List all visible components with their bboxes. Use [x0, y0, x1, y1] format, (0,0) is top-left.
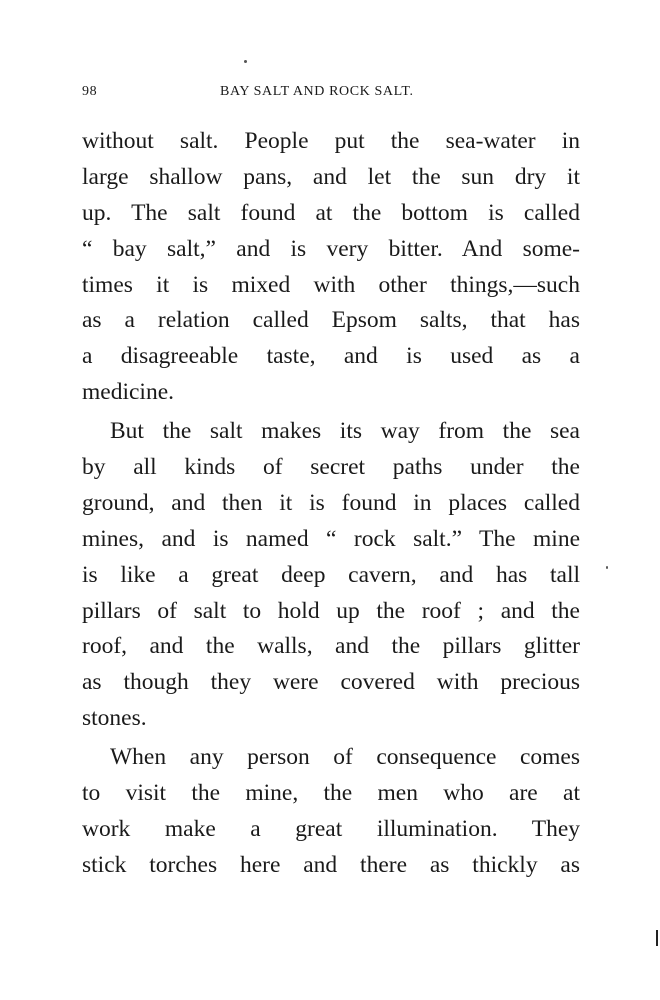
text-line: pillars of salt to hold up the roof ; and the [82, 597, 580, 624]
text-line: “ bay salt,” and is very bitter. And some- [82, 235, 580, 262]
text-line: roof, and the walls, and the pillars glitter [82, 633, 580, 660]
ink-speck [244, 60, 247, 63]
text-line: as though they were covered with precious [82, 669, 580, 696]
text-line: up. The salt found at the bottom is called [82, 199, 580, 226]
text-line: When any person of consequence comes [110, 744, 580, 771]
text-line: as a relation called Epsom salts, that has [82, 307, 580, 334]
text-line: mines, and is named “ rock salt.” The mine [82, 525, 580, 552]
text-line: a disagreeable taste, and is used as a [82, 343, 580, 370]
text-line: large shallow pans, and let the sun dry it [82, 163, 580, 190]
text-line: by all kinds of secret paths under the [82, 454, 580, 481]
running-title: BAY SALT AND ROCK SALT. [220, 84, 414, 99]
text-line: medicine. [82, 379, 175, 406]
text-line: to visit the mine, the men who are at [82, 780, 580, 807]
page-number: 98 [82, 84, 98, 99]
text-line: ground, and then it is found in places called [82, 489, 580, 516]
text-line: times it is mixed with other things,—such [82, 271, 580, 298]
text-line: is like a great deep cavern, and has tall [82, 561, 580, 588]
paragraph [82, 124, 580, 411]
ink-speck [606, 566, 608, 569]
text-line: stick torches here and there as thickly as [82, 851, 580, 878]
paragraph [82, 740, 580, 884]
text-line: work make a great illumination. They [82, 815, 580, 842]
page-edge-mark [656, 930, 658, 946]
text-line: But the salt makes its way from the sea [110, 418, 580, 445]
text-line: stones. [82, 705, 147, 732]
running-head [82, 84, 580, 104]
body-text [82, 124, 580, 884]
text-line: without salt. People put the sea-water in [82, 128, 580, 154]
paragraph [82, 414, 580, 737]
